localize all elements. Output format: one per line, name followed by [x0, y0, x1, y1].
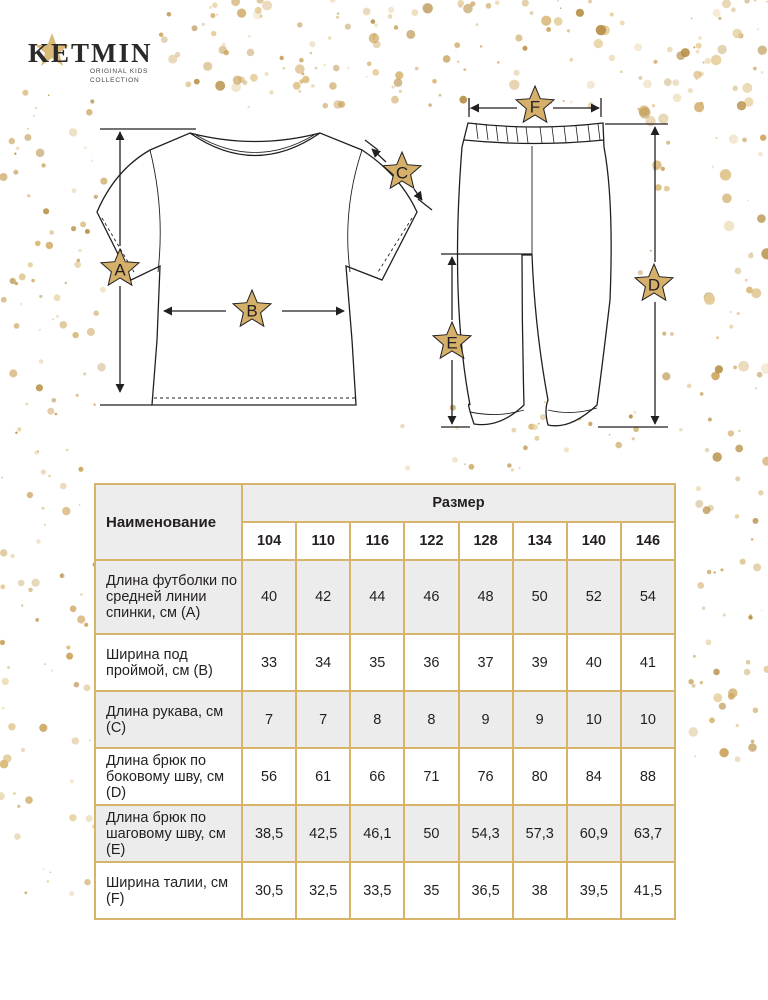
measure-star-d [635, 264, 673, 300]
brand-logo [22, 32, 162, 92]
brand-tagline-line2: COLLECTION [90, 77, 140, 84]
table-cell: 54 [621, 560, 675, 634]
table-cell: 9 [459, 691, 513, 748]
table-cell: 36 [404, 634, 458, 691]
table-cell: 57,3 [513, 805, 567, 862]
table-cell: 10 [567, 691, 621, 748]
table-cell: 39 [513, 634, 567, 691]
table-cell: 60,9 [567, 805, 621, 862]
size-header-128: 128 [459, 522, 513, 560]
table-row [95, 805, 675, 862]
star-letter: E [446, 333, 458, 353]
table-cell: 42 [296, 560, 350, 634]
tshirt-drawing [97, 133, 417, 405]
star-letter: B [246, 301, 258, 321]
table-cell: 39,5 [567, 862, 621, 919]
row-label: Длина брюк по боковому шву, см (D) [95, 748, 242, 805]
table-cell: 37 [459, 634, 513, 691]
table-row [95, 748, 675, 805]
size-header-134: 134 [513, 522, 567, 560]
table-cell: 8 [350, 691, 404, 748]
table-cell: 40 [567, 634, 621, 691]
size-group-header: Размер [242, 484, 675, 522]
table-cell: 46,1 [350, 805, 404, 862]
table-cell: 33,5 [350, 862, 404, 919]
row-label: Ширина талии, см (F) [95, 862, 242, 919]
table-cell: 88 [621, 748, 675, 805]
measure-star-f [516, 86, 554, 122]
size-header-146: 146 [621, 522, 675, 560]
row-label: Длина брюк по шаговому шву, см (Е) [95, 805, 242, 862]
row-label: Ширина под проймой, см (В) [95, 634, 242, 691]
brand-tagline-line1: ORIGINAL KIDS [90, 68, 149, 75]
table-row [95, 634, 675, 691]
size-header-116: 116 [350, 522, 404, 560]
table-row [95, 691, 675, 748]
row-label: Длина рукава, см (С) [95, 691, 242, 748]
table-cell: 7 [242, 691, 296, 748]
table-cell: 66 [350, 748, 404, 805]
table-cell: 8 [404, 691, 458, 748]
star-letter: D [647, 275, 661, 295]
table-cell: 54,3 [459, 805, 513, 862]
table-cell: 38,5 [242, 805, 296, 862]
table-cell: 42,5 [296, 805, 350, 862]
table-cell: 63,7 [621, 805, 675, 862]
table-cell: 33 [242, 634, 296, 691]
table-cell: 44 [350, 560, 404, 634]
table-cell: 84 [567, 748, 621, 805]
table-row [95, 862, 675, 919]
table-cell: 41,5 [621, 862, 675, 919]
table-cell: 10 [621, 691, 675, 748]
table-cell: 30,5 [242, 862, 296, 919]
table-cell: 7 [296, 691, 350, 748]
table-cell: 35 [404, 862, 458, 919]
table-cell: 38 [513, 862, 567, 919]
table-cell: 35 [350, 634, 404, 691]
table-row [95, 560, 675, 634]
table-cell: 46 [404, 560, 458, 634]
pants-drawing [458, 123, 612, 426]
star-letter: F [529, 97, 541, 117]
size-table [94, 483, 676, 920]
size-header-104: 104 [242, 522, 296, 560]
table-cell: 48 [459, 560, 513, 634]
table-cell: 50 [404, 805, 458, 862]
table-cell: 76 [459, 748, 513, 805]
star-letter: C [395, 163, 409, 183]
size-header-140: 140 [567, 522, 621, 560]
table-cell: 9 [513, 691, 567, 748]
size-header-122: 122 [404, 522, 458, 560]
brand-name: KETMIN [28, 38, 153, 68]
table-cell: 41 [621, 634, 675, 691]
star-letter: A [114, 260, 126, 280]
table-cell: 71 [404, 748, 458, 805]
table-cell: 40 [242, 560, 296, 634]
name-column-header: Наименование [95, 484, 242, 560]
row-label: Длина футболки по средней линии спинки, см (А) [95, 560, 242, 634]
table-cell: 56 [242, 748, 296, 805]
table-cell: 80 [513, 748, 567, 805]
table-cell: 61 [296, 748, 350, 805]
table-cell: 50 [513, 560, 567, 634]
table-cell: 52 [567, 560, 621, 634]
table-cell: 36,5 [459, 862, 513, 919]
size-header-110: 110 [296, 522, 350, 560]
size-table-body [95, 560, 675, 919]
table-cell: 34 [296, 634, 350, 691]
table-cell: 32,5 [296, 862, 350, 919]
